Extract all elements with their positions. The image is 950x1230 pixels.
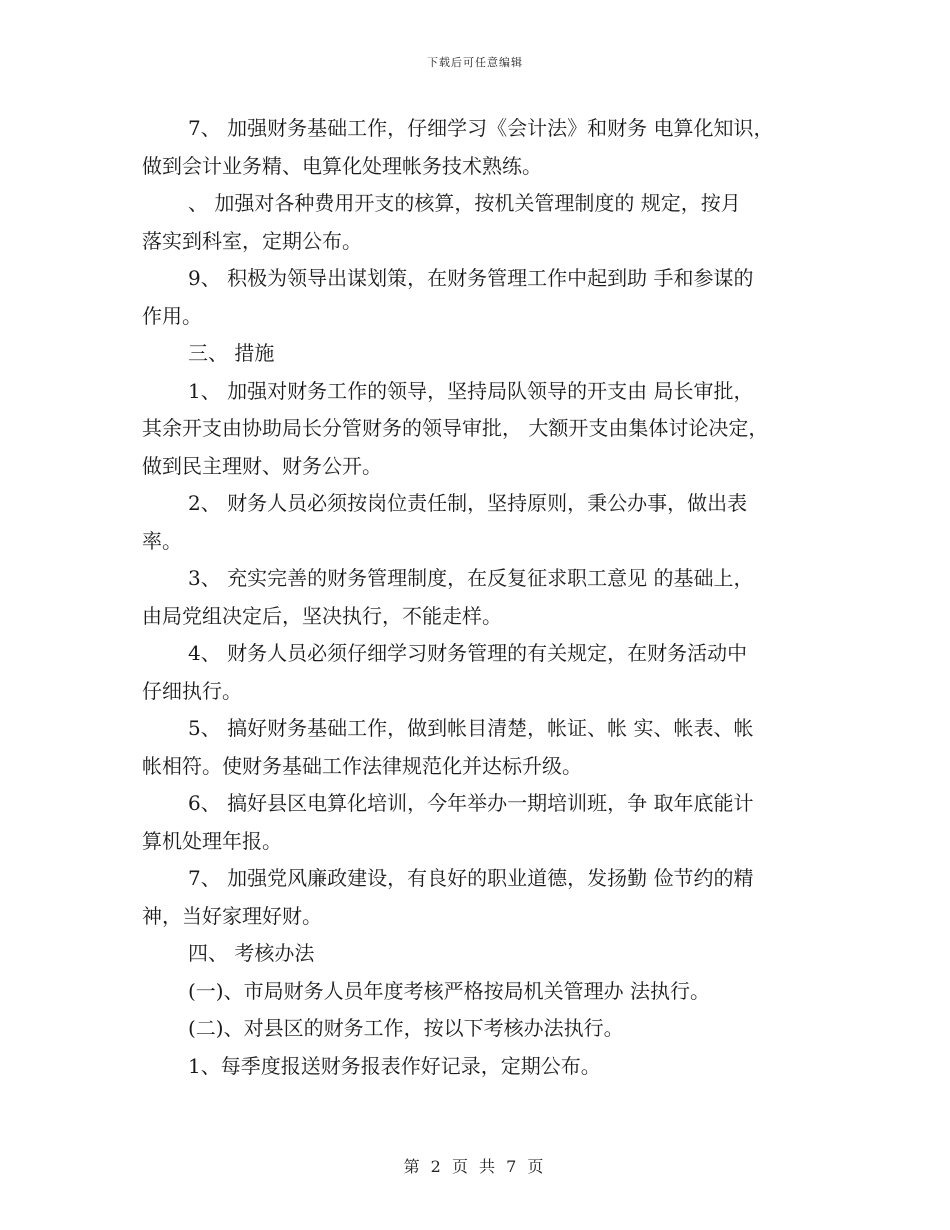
text-line: (二)、对县区的财务工作，按以下考核办法执行。 (188, 1016, 624, 1040)
text-line: 仔细执行。 (142, 678, 242, 703)
text-line: 神，当好家理好财。 (142, 903, 322, 928)
text-line: 落实到科室，定期公布。 (142, 228, 362, 253)
text-line: 算机处理年报。 (142, 828, 282, 853)
text-line: 由局党组决定后，坚决执行，不能走样。 (142, 603, 502, 628)
text-line: 1、 加强对财务工作的领导，坚持局队领导的开支由 局长审批， (188, 378, 754, 403)
page-header: 下载后可任意编辑 (427, 56, 523, 69)
text-line: 7、 加强财务基础工作，仔细学习《会计法》和财务 电算化知识， (188, 116, 774, 140)
text-line: (一)、市局财务人员年度考核严格按局机关管理办 法执行。 (188, 978, 710, 1003)
text-line: 3、 充实完善的财务管理制度，在反复征求职工意见 的基础上， (188, 566, 754, 590)
text-line: 7、 加强党风廉政建设，有良好的职业道德，发扬勤 俭节约的精 (188, 866, 754, 890)
text-line: 、 加强对各种费用开支的核算，按机关管理制度的 规定，按月 (188, 191, 741, 215)
section-heading: 三、 措施 (188, 341, 275, 365)
text-line: 6、 搞好县区电算化培训，今年举办一期培训班，争 取年底能计 (188, 791, 754, 815)
text-line: 率。 (142, 528, 182, 553)
text-line: 1、每季度报送财务报表作好记录，定期公布。 (188, 1053, 601, 1078)
text-line: 5、 搞好财务基础工作，做到帐目清楚，帐证、帐 实、帐表、帐 (188, 716, 754, 740)
text-line: 2、 财务人员必须按岗位责任制，坚持原则，秉公办事，做出表 (188, 491, 748, 515)
text-line: 做到民主理财、财务公开。 (142, 453, 382, 478)
document-body (142, 110, 822, 1085)
text-line: 作用。 (142, 303, 202, 328)
text-line: 做到会计业务精、电算化处理帐务技术熟练。 (142, 153, 542, 178)
text-line: 9、 积极为领导出谋划策，在财务管理工作中起到助 手和参谋的 (188, 266, 754, 290)
text-line: 4、 财务人员必须仔细学习财务管理的有关规定，在财务活动中 (188, 641, 748, 665)
text-line: 其余开支由协助局长分管财务的领导审批， 大额开支由集体讨论决定， (142, 416, 769, 440)
text-line: 帐相符。使财务基础工作法律规范化并达标升级。 (142, 753, 582, 778)
section-heading: 四、 考核办法 (188, 941, 315, 965)
page-footer: 第 2 页 共 7 页 (403, 1157, 547, 1176)
